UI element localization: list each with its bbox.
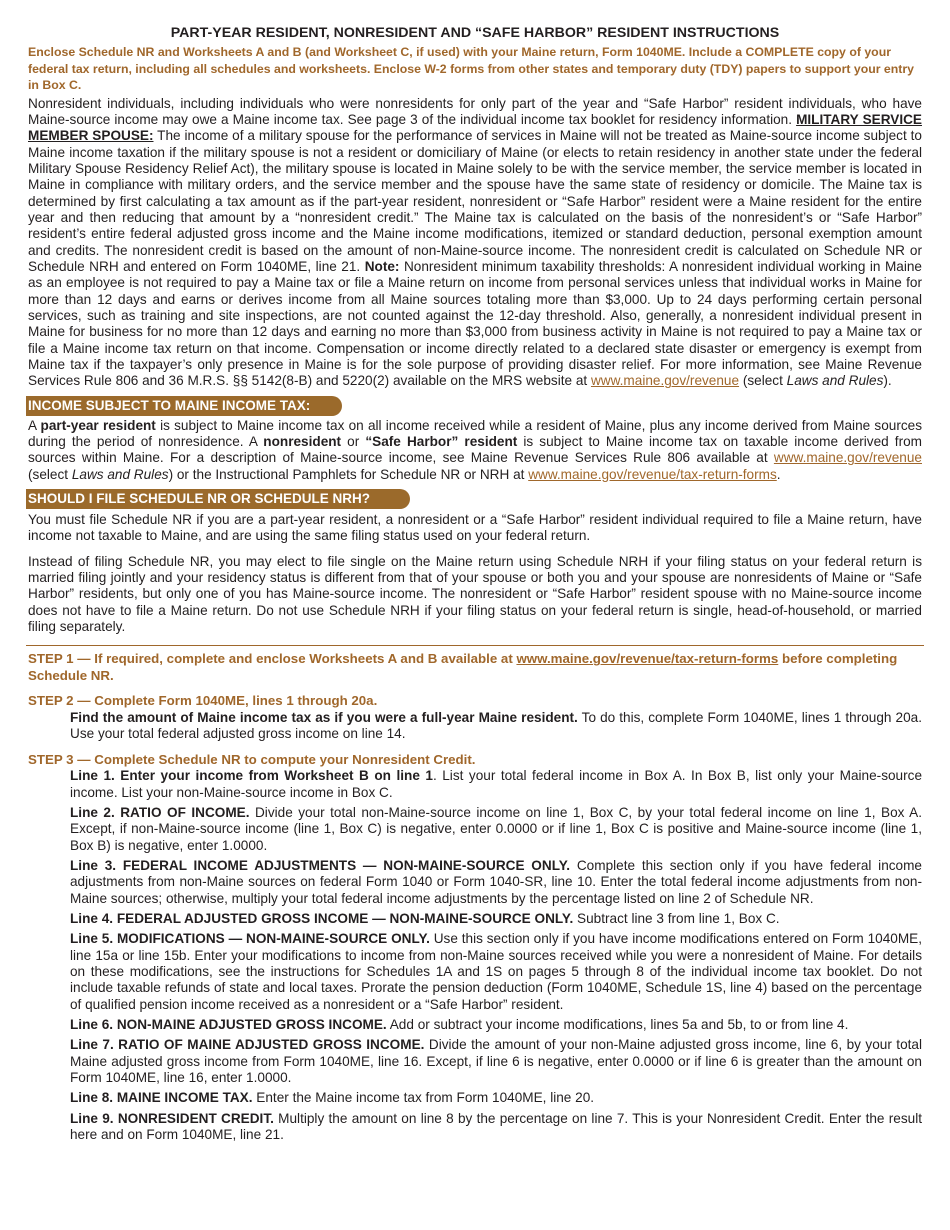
- line-8-label: Line 8. MAINE INCOME TAX.: [70, 1090, 253, 1106]
- step-2: STEP 2 — Complete Form 1040ME, lines 1 through 20a.: [28, 693, 378, 709]
- line-6-text: Add or subtract your income modifications, lines 5a and 5b, to or from line 4.: [386, 1016, 849, 1032]
- line-7-instruction: [70, 1037, 922, 1086]
- file-nr-paragraph: You must file Schedule NR if you are a part-year resident, a nonresident or a “Safe Harbor” resident individual required to file a Maine return, have income not taxable to Maine, and are using the same filing status used on your federal return.: [28, 512, 922, 544]
- line-6-instruction: [70, 1017, 922, 1033]
- income-text-3: or: [341, 434, 366, 450]
- line-1-instruction: [70, 768, 922, 801]
- step-3: STEP 3 — Complete Schedule NR to compute your Nonresident Credit.: [28, 751, 476, 767]
- income-text-7: .: [776, 466, 781, 482]
- laws-and-rules-text-2: Laws and Rules: [71, 466, 169, 482]
- line-5-text: Use this section only if you have income modifications entered on Form 1040ME, line 15a or line 15b. Enter your modifications to income from non-Maine sources received while you were a nonresident of Maine. For details on these modifications, see the instructions for Schedules 1A and 1S on pages 5 through 8 of the individual income tax booklet. Do not include taxable refunds of state and local taxes. Prorate the pension deduction (Form 1040ME, Schedule 1S, line 4) based on the percentage of qualified pension income received as a nonresident or a “Safe Harbor” resident.: [70, 931, 922, 1012]
- line-2-label: Line 2. RATIO OF INCOME.: [70, 804, 250, 820]
- step-1-text: STEP 1 — If required, complete and enclose Worksheets A and B available at: [28, 651, 517, 667]
- line-8-instruction: [70, 1090, 922, 1106]
- line-2-instruction: [70, 805, 922, 854]
- income-text-4: is subject to Maine income tax on taxable income derived from sources within Maine. For a description of Maine-source income, see Maine Revenue Services Rule 806 available at: [28, 434, 922, 466]
- line-4-text: Subtract line 3 from line 1, Box C.: [573, 910, 780, 926]
- tax-return-forms-link[interactable]: www.maine.gov/revenue/tax-return-forms: [528, 466, 777, 482]
- line-9-text: Multiply the amount on line 8 by the percentage on line 7. This is your Nonresident Credit. Enter the result here and on Form 1040ME, line 21.: [70, 1110, 923, 1143]
- income-subject-paragraph: [28, 418, 922, 483]
- line-3-instruction: [70, 858, 922, 907]
- page-title: PART-YEAR RESIDENT, NONRESIDENT AND “SAFE HARBOR” RESIDENT INSTRUCTIONS: [170, 25, 780, 41]
- intro-text-4: (select: [739, 373, 787, 389]
- income-text-1: A: [28, 417, 41, 433]
- should-i-file-heading: SHOULD I FILE SCHEDULE NR OR SCHEDULE NRH?: [26, 489, 410, 509]
- section-divider: [26, 645, 924, 646]
- intro-text-2: The income of a military spouse for the performance of services in Maine will not be treated as Maine-source income subject to Maine income taxation if the military spouse is not a resident or domiciliary of Maine (or elects to retain residency in another state under the federal Military Spouse Residency Relief Act), the military spouse is located in Maine solely to be with the service member, the service member is located in Maine in compliance with military orders, and the service member and the spouse have the same state of residency or domicile. The Maine tax is determined by first calculating a tax amount as if the part-year resident, nonresident or “Safe Harbor” resident were a Maine resident for the entire year and then reducing that amount by a “nonresident credit.” The Maine tax is calculated on the basis of the nonresident’s or “Safe Harbor” resident’s entire federal adjusted gross income and the Maine income modifications, itemized or standard deduction, personal exemption amount and credits. The nonresident credit is based on the amount of non-Maine-source income. The nonresident credit is calculated on Schedule NR or Schedule NRH and entered on Form 1040ME, line 21.: [28, 128, 922, 274]
- line-3-text: Complete this section only if you have federal income adjustments from non-Maine sources on federal Form 1040 or Form 1040-SR, line 10. Enter the total federal income adjustments from non-Maine sources; otherwise, multiply your total federal income adjustments by the percentage listed on line 2 of Schedule NR.: [70, 857, 922, 906]
- enclosure-notice: Enclose Schedule NR and Worksheets A and B (and Worksheet C, if used) with your Maine return, Form 1040ME. Include a COMPLETE copy of your federal tax return, including all schedules and worksheets. Enclose W-2 forms from other states and temporary duty (TDY) papers to support your entry in Box C.: [28, 45, 914, 92]
- instructions-content: [28, 24, 922, 1147]
- intro-text-1: Nonresident individuals, including individuals who were nonresidents for only part of the year and “Safe Harbor” resident individuals, who have Maine-source income may owe a Maine income tax. See page 3 of the individual income tax booklet for residency information.: [28, 95, 922, 127]
- income-subject-heading: INCOME SUBJECT TO MAINE INCOME TAX:: [26, 396, 342, 416]
- maine-revenue-link-2[interactable]: www.maine.gov/revenue: [773, 450, 922, 466]
- maine-revenue-link[interactable]: www.maine.gov/revenue: [590, 373, 740, 389]
- intro-text-5: ).: [883, 373, 892, 389]
- worksheets-link[interactable]: www.maine.gov/revenue/tax-return-forms: [516, 651, 779, 667]
- nonresident-term: nonresident: [263, 434, 342, 450]
- line-5-label: Line 5. MODIFICATIONS — NON-MAINE-SOURCE ONLY.: [70, 931, 430, 947]
- military-spouse-label: MILITARY SERVICE MEMBER SPOUSE:: [28, 111, 922, 144]
- line-7-label: Line 7. RATIO OF MAINE ADJUSTED GROSS INCOME.: [70, 1037, 425, 1053]
- step-1-text-end: before completing Schedule NR.: [28, 651, 898, 683]
- line-8-text: Enter the Maine income tax from Form 1040ME, line 20.: [252, 1090, 595, 1106]
- income-text-2: is subject to Maine income tax on all income received while a resident of Maine, plus any income derived from Maine sources during the period of nonresidence. A: [28, 417, 923, 450]
- line-7-text: Divide the amount of your non-Maine adjusted gross income, line 6, by your total Maine adjusted gross income from Form 1040ME, line 16. Except, if line 6 is negative, enter 0.0000 or if line 6 is greater than the amount on Form 1040ME, line 16, enter 1.0000.: [70, 1037, 922, 1085]
- line-1-text: . List your total federal income in Box A. In Box B, list only your Maine-source income. List your non-Maine-source income in Box C.: [70, 768, 923, 800]
- line-4-label: Line 4. FEDERAL ADJUSTED GROSS INCOME — NON-MAINE-SOURCE ONLY.: [70, 910, 574, 926]
- step-2-detail: [70, 710, 922, 743]
- laws-and-rules-text: Laws and Rules: [786, 373, 884, 389]
- step-1: [28, 651, 922, 684]
- income-text-5: (select: [28, 466, 72, 482]
- step-2-bold: Find the amount of Maine income tax as if you were a full-year Maine resident.: [70, 709, 578, 725]
- line-instructions: [70, 768, 922, 1143]
- income-text-6: ) or the Instructional Pamphlets for Schedule NR or NRH at: [168, 466, 529, 482]
- note-label: Note:: [364, 258, 400, 274]
- line-4-instruction: [70, 911, 922, 927]
- line-5-instruction: [70, 931, 922, 1013]
- intro-text-3: Nonresident minimum taxability thresholds: A nonresident individual working in Maine as an employee is not required to pay a Maine tax or file a Maine return on income from personal services unless that individual works in Maine for more than 12 days and earns or derives income from all Maine sources totaling more than $3,000. Up to 24 days performing certain personal services, such as training and site inspections, are not counted against the 12-day threshold. Also, generally, a nonresident individual present in Maine for business for no more than 12 days and earning no more than $3,000 from business activity in Maine is not required to pay a Maine tax or file a Maine income tax return on that income. Compensation or income directly related to a declared state disaster or emergency is exempt from Maine tax if the taxpayer’s only presence in Maine is for the sole purpose of providing disaster relief. For more information, see Maine Revenue Services Rule 806 and 36 M.R.S. §§ 5142(8-B) and 5220(2) available on the MRS website at: [28, 258, 922, 389]
- safe-harbor-term: “Safe Harbor” resident: [365, 434, 518, 450]
- line-9-label: Line 9. NONRESIDENT CREDIT.: [70, 1110, 274, 1126]
- part-year-resident-term: part-year resident: [40, 417, 156, 433]
- line-3-label: Line 3. FEDERAL INCOME ADJUSTMENTS — NON-MAINE-SOURCE ONLY.: [70, 857, 571, 873]
- file-nrh-paragraph: Instead of filing Schedule NR, you may elect to file single on the Maine return using Schedule NRH if your filing status on your federal return is married filing jointly and your residency status is different from that of your spouse or both you and your spouse are nonresidents of Maine or “Safe Harbor” residents, but only one of you has Maine-source income. The nonresident or “Safe Harbor” resident spouse with no Maine-source income does not have to file a Maine return. Do not use Schedule NRH if your filing status on your federal return is single, head-of-household, or married filing separately.: [28, 553, 922, 635]
- line-1-label: Line 1. Enter your income from Worksheet B on line 1: [70, 768, 433, 784]
- step-2-text: To do this, complete Form 1040ME, lines 1 through 20a. Use your total federal adjusted gross income on line 14.: [70, 709, 922, 742]
- line-6-label: Line 6. NON-MAINE ADJUSTED GROSS INCOME.: [70, 1016, 387, 1032]
- intro-paragraph: [28, 96, 922, 390]
- line-2-text: Divide your total non-Maine-source income on line 1, Box C, by your total federal income on line 1, Box A. Except, if non-Maine-source income (line 1, Box C) is negative, enter 0.0000 or if line 1, Box C is positive and Maine-source income (line 1, Box B) is negative, enter 1.0000.: [70, 804, 922, 853]
- line-9-instruction: [70, 1111, 922, 1144]
